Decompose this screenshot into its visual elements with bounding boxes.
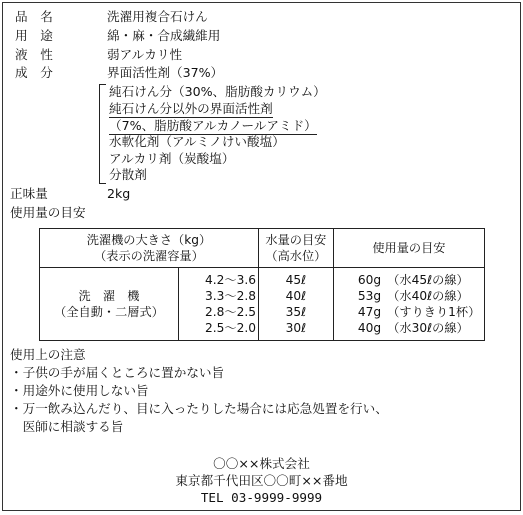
caution-item: ・万一飲み込んだり、目に入ったりした場合には応急処置を行い、 <box>10 401 388 416</box>
size-value: 2.8～2.5 <box>205 305 256 319</box>
table-body-row <box>40 268 485 341</box>
amount-value: 47g （すりきり1杯） <box>357 305 481 319</box>
usage-table <box>39 228 485 341</box>
ingredient-1: 純石けん分（30%、脂肪酸カリウム） <box>109 84 326 99</box>
company-name: 〇〇××株式会社 <box>213 456 310 471</box>
ingredient-2-detail: （7%、脂肪酸アルカノールアミド） <box>109 118 317 133</box>
company-tel: TEL 03-9999-9999 <box>200 490 323 505</box>
row-value-ingredients: 界面活性剤（37%） <box>107 65 224 80</box>
water-value: 35ℓ <box>285 305 307 319</box>
ingredient-4: アルカリ剤（炭酸塩） <box>109 151 235 166</box>
label-row-name <box>15 11 53 24</box>
machine-type-cell: 洗 濯 機 （全自動・二層式） <box>40 268 179 341</box>
product-label <box>2 2 521 511</box>
label-row-ingredients <box>15 67 53 80</box>
amount-value: 53g （水40ℓの線） <box>357 288 469 303</box>
amount-value: 40g （水30ℓの線） <box>357 321 469 336</box>
label-row-ph <box>15 49 53 62</box>
water-value: 30ℓ <box>285 321 307 336</box>
cautions-title: 使用上の注意 <box>10 347 86 362</box>
size-value: 3.3～2.8 <box>205 288 256 303</box>
label-row-use <box>15 30 53 43</box>
header-size: 洗濯機の大きさ（kg） （表示の洗濯容量） <box>40 229 259 268</box>
header-water: 水量の目安 （高水位） <box>258 229 333 268</box>
ingredient-3: 水軟化剤（アルミノけい酸塩） <box>109 134 285 149</box>
water-value: 40ℓ <box>285 288 307 303</box>
row-value-ph: 弱アルカリ性 <box>107 47 183 62</box>
row-value-name: 洗濯用複合石けん <box>107 9 208 24</box>
row-label: 品 名 <box>15 9 53 24</box>
table-header-row <box>40 229 485 268</box>
ingredient-2: 純石けん分以外の界面活性剤 <box>109 101 273 116</box>
size-cell <box>179 268 259 341</box>
water-cell <box>258 268 333 341</box>
amount-cell <box>333 268 484 341</box>
caution-item: ・用途外に使用しない旨 <box>10 383 149 398</box>
ingredient-bracket <box>99 84 106 184</box>
size-value: 2.5～2.0 <box>205 321 256 336</box>
header-amount: 使用量の目安 <box>333 229 484 268</box>
water-value: 45ℓ <box>285 272 307 287</box>
row-label: 用 途 <box>15 28 53 43</box>
usage-title: 使用量の目安 <box>10 205 86 220</box>
net-label: 正味量 <box>10 186 48 201</box>
size-value: 4.2～3.6 <box>205 272 256 287</box>
row-value-use: 綿・麻・合成繊維用 <box>107 28 221 43</box>
amount-value: 60g （水45ℓの線） <box>357 272 469 287</box>
company-address: 東京都千代田区〇〇町××番地 <box>175 473 348 488</box>
row-label: 液 性 <box>15 47 53 62</box>
row-label: 成 分 <box>15 65 53 80</box>
caution-item: 医師に相談する旨 <box>10 419 124 434</box>
caution-item: ・子供の手が届くところに置かない旨 <box>10 365 225 380</box>
net-value: 2kg <box>107 186 131 201</box>
ingredient-5: 分散剤 <box>109 167 147 182</box>
